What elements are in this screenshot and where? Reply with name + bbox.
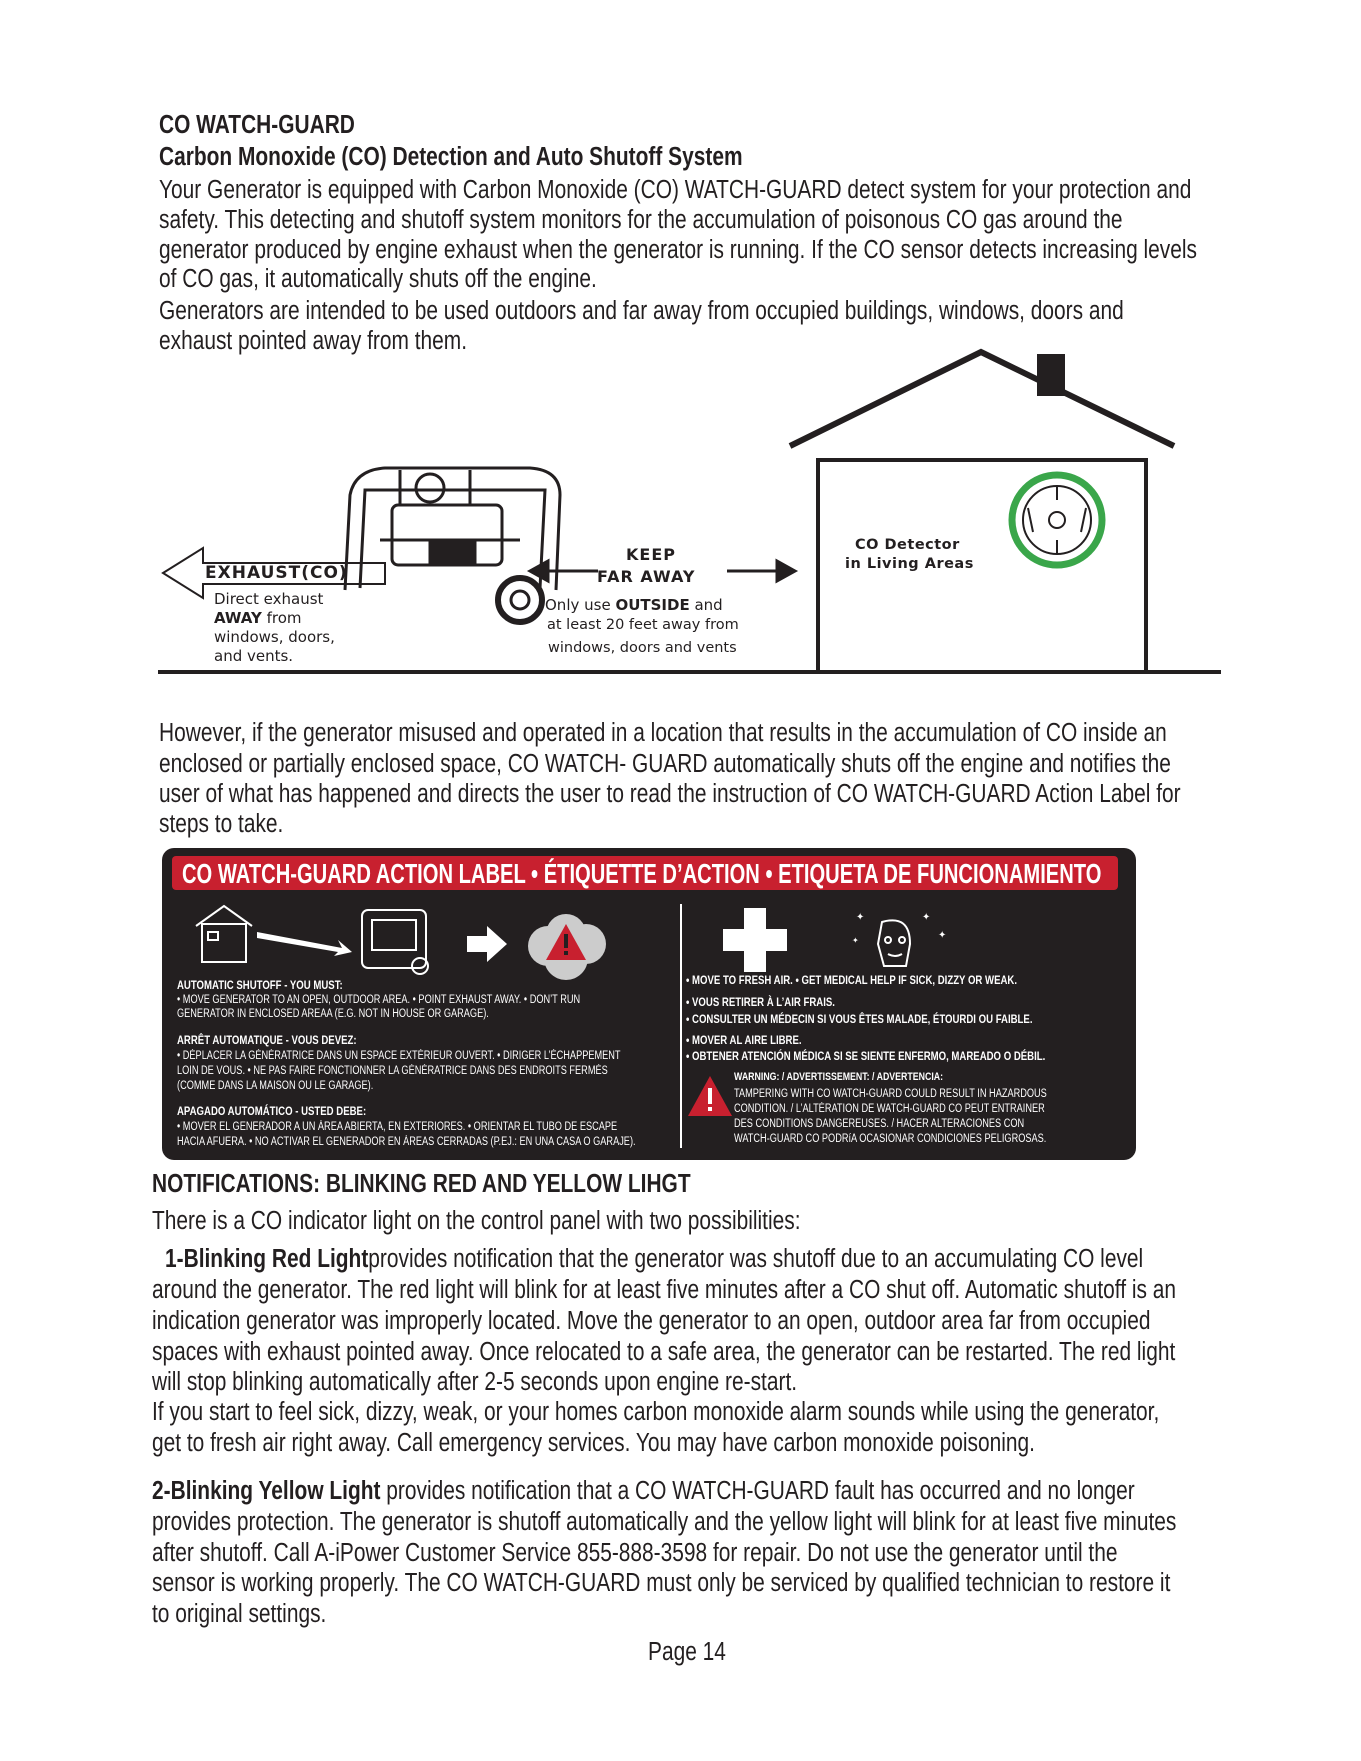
- exhaust-note: Direct exhaust: [214, 590, 324, 608]
- yellow-light-text: after shutoff. Call A-iPower Customer Service 855-888-3598 for repair. Do not use the generator until the: [152, 1539, 1118, 1567]
- outside-note: at least 20 feet away from: [547, 617, 739, 633]
- page-number: Page 14: [648, 1638, 726, 1666]
- fresh-air-item: • MOVE TO FRESH AIR. • GET MEDICAL HELP IF SICK, DIZZY OR WEAK.: [686, 973, 1018, 987]
- shutoff-text-es: HACIA AFUERA. • NO ACTIVAR EL GENERADOR EN ÁREAS CERRADAS (P.EJ.: EN UNA CASA O GARAJE).: [177, 1136, 636, 1148]
- yellow-light-text: provides notification that a CO WATCH-GUARD fault has occurred and no longer: [380, 1477, 1135, 1505]
- intro-line: generator produced by engine exhaust when the generator is running. If the CO sensor detects increasing levels: [159, 236, 1198, 264]
- exhaust-note: [214, 609, 302, 627]
- yellow-light-label: 2-Blinking Yellow Light: [152, 1477, 381, 1505]
- intro-line: of CO gas, it automatically shuts off the engine.: [159, 265, 597, 293]
- yellow-light-text: sensor is working properly. The CO WATCH-GUARD must only be serviced by qualified technician to restore it: [152, 1569, 1171, 1597]
- fresh-air-item: • MOVER AL AIRE LIBRE.: [686, 1033, 802, 1047]
- however-line: enclosed or partially enclosed space, CO WATCH- GUARD automatically shuts off the engine and notifies the: [159, 750, 1171, 778]
- shutoff-heading-fr: ARRÊT AUTOMATIQUE - VOUS DEVEZ:: [177, 1033, 357, 1047]
- red-light-text: indication generator was improperly located. Move the generator to an open, outdoor area far from occupied: [152, 1307, 1151, 1335]
- red-light-label: 1-Blinking Red Light: [165, 1245, 369, 1273]
- exhaust-note: windows, doors,: [214, 628, 335, 646]
- shutoff-heading-en: AUTOMATIC SHUTOFF - YOU MUST:: [177, 978, 343, 992]
- intro-line: safety. This detecting and shutoff system monitors for the accumulation of poisonous CO gas around the: [159, 206, 1123, 234]
- first-aid-icon: [723, 908, 787, 972]
- red-light-text: get to fresh air right away. Call emergency services. You may have carbon monoxide poisoning.: [152, 1429, 1035, 1457]
- dizzy-face-icon: [852, 912, 946, 966]
- house-icon: [196, 906, 252, 962]
- notifications-heading: NOTIFICATIONS: BLINKING RED AND YELLOW LIHGT: [152, 1170, 691, 1198]
- warning-text: CONDITION. / L’ALTÉRATION DE WATCH-GUARD CO PEUT ENTRAINER: [734, 1103, 1045, 1115]
- red-light-text: If you start to feel sick, dizzy, weak, or your homes carbon monoxide alarm sounds while using the generator,: [152, 1398, 1160, 1426]
- warning-heading: WARNING: / ADVERTISSEMENT: / ADVERTENCIA:: [734, 1071, 944, 1083]
- yellow-light-text: provides protection. The generator is shutoff automatically and the yellow light will blink for at least five minutes: [152, 1508, 1177, 1536]
- arrow-icon: [257, 932, 352, 956]
- detector-label: in Living Areas: [845, 556, 974, 572]
- outside-note: [545, 596, 723, 614]
- red-light-text: spaces with exhaust pointed away. Once relocated to a safe area, the generator can be restarted. The red light: [152, 1338, 1176, 1366]
- fresh-air-item: • VOUS RETIRER À L’AIR FRAIS.: [686, 995, 835, 1009]
- keep-label: FAR AWAY: [597, 567, 696, 586]
- detector-label: CO Detector: [855, 537, 960, 553]
- notifications-intro: There is a CO indicator light on the control panel with two possibilities:: [152, 1207, 801, 1235]
- shutoff-text-en: GENERATOR IN ENCLOSED AREAA (E.G. NOT IN HOUSE OR GARAGE).: [177, 1008, 489, 1020]
- intro-line: Your Generator is equipped with Carbon Monoxide (CO) WATCH-GUARD detect system for your protection and: [159, 176, 1192, 204]
- co-smoke-warning-icon: [528, 914, 606, 980]
- exhaust-label: EXHAUST(CO): [205, 563, 348, 583]
- however-line: steps to take.: [159, 810, 284, 838]
- red-light-text: around the generator. The red light will blink for at least five minutes after a CO shut off. Automatic shutoff is an: [152, 1276, 1176, 1304]
- shutoff-text-fr: LOIN DE VOUS. • NE PAS FAIRE FONCTIONNER LA GÉNÉRATRICE DANS DES ENDROITS FERMÉS: [177, 1065, 608, 1077]
- exhaust-note-from: from: [261, 609, 302, 627]
- shutoff-text-es: • MOVER EL GENERADOR A UN ÁREA ABIERTA, EN EXTERIORES. • ORIENTAR EL TUBO DE ESCAPE: [177, 1121, 618, 1133]
- warning-icon: [688, 1076, 732, 1116]
- exhaust-note-away: AWAY: [214, 609, 262, 627]
- generator-icon: [345, 468, 560, 622]
- warning-text: DES CONDITIONS DANGEREUSES. / HACER ALTERACIONES CON: [734, 1118, 1025, 1130]
- outside-note-b: OUTSIDE: [615, 596, 690, 614]
- action-label-title: CO WATCH-GUARD ACTION LABEL • ÉTIQUETTE D’ACTION • ETIQUETA DE FUNCIONAMIENTO: [182, 858, 1102, 889]
- red-light-text: provides notification that the generator was shutoff due to an accumulating CO level: [368, 1245, 1144, 1273]
- intro-line: exhaust pointed away from them.: [159, 327, 468, 355]
- keep-label: KEEP: [626, 545, 676, 564]
- intro-line: Generators are intended to be used outdoors and far away from occupied buildings, windows, doors and: [159, 297, 1124, 325]
- shutoff-text-en: • MOVE GENERATOR TO AN OPEN, OUTDOOR AREA. • POINT EXHAUST AWAY. • DON’T RUN: [177, 994, 581, 1006]
- however-line: user of what has happened and directs the user to read the instruction of CO WATCH-GUARD Action Label for: [159, 780, 1181, 808]
- shutoff-text-fr: • DÉPLACER LA GÉNÉRATRICE DANS UN ESPACE EXTÉRIEUR OUVERT. • DIRIGER L’ÉCHAPPEMENT: [177, 1050, 621, 1062]
- svg-text:✦: ✦: [922, 912, 931, 923]
- yellow-light-text: to original settings.: [152, 1600, 327, 1628]
- warning-text: TAMPERING WITH CO WATCH-GUARD COULD RESULT IN HAZARDOUS: [734, 1088, 1047, 1100]
- shutoff-heading-es: APAGADO AUTOMÁTICO - USTED DEBE:: [177, 1104, 367, 1118]
- however-line: However, if the generator misused and operated in a location that results in the accumulation of CO inside an: [159, 719, 1167, 747]
- svg-text:✦: ✦: [852, 936, 859, 945]
- svg-text:✦: ✦: [856, 912, 865, 923]
- illustration-drawing: [0, 0, 1361, 700]
- outside-note-a: Only use: [545, 596, 616, 614]
- exhaust-note: and vents.: [214, 647, 294, 665]
- co-detector-icon: [1012, 475, 1102, 565]
- red-light-text: will stop blinking automatically after 2-5 seconds upon engine re-start.: [152, 1368, 798, 1396]
- outside-note-c: and: [689, 596, 723, 614]
- generator-icon: [362, 910, 428, 974]
- warning-text: WATCH-GUARD CO PODRíA OCASIONAR CONDICIONES PELIGROSAS.: [734, 1133, 1047, 1145]
- fresh-air-item: • CONSULTER UN MÉDECIN SI VOUS ÊTES MALADE, ÉTOURDI OU FAIBLE.: [686, 1012, 1033, 1026]
- red-light-line: [165, 1245, 1143, 1274]
- svg-text:✦: ✦: [938, 930, 947, 941]
- shutoff-text-fr: (COMME DANS LA MAISON OU LE GARAGE).: [177, 1080, 374, 1092]
- fresh-air-item: • OBTENER ATENCIÓN MÉDICA SI SE SIENTE ENFERMO, MAREADO O DÉBIL.: [686, 1049, 1046, 1063]
- outside-note: windows, doors and vents: [548, 640, 737, 656]
- arrow-icon: [467, 926, 507, 962]
- yellow-light-line: [152, 1477, 1135, 1506]
- page-title: CO WATCH-GUARD: [159, 111, 355, 139]
- page-subtitle: Carbon Monoxide (CO) Detection and Auto Shutoff System: [159, 143, 743, 171]
